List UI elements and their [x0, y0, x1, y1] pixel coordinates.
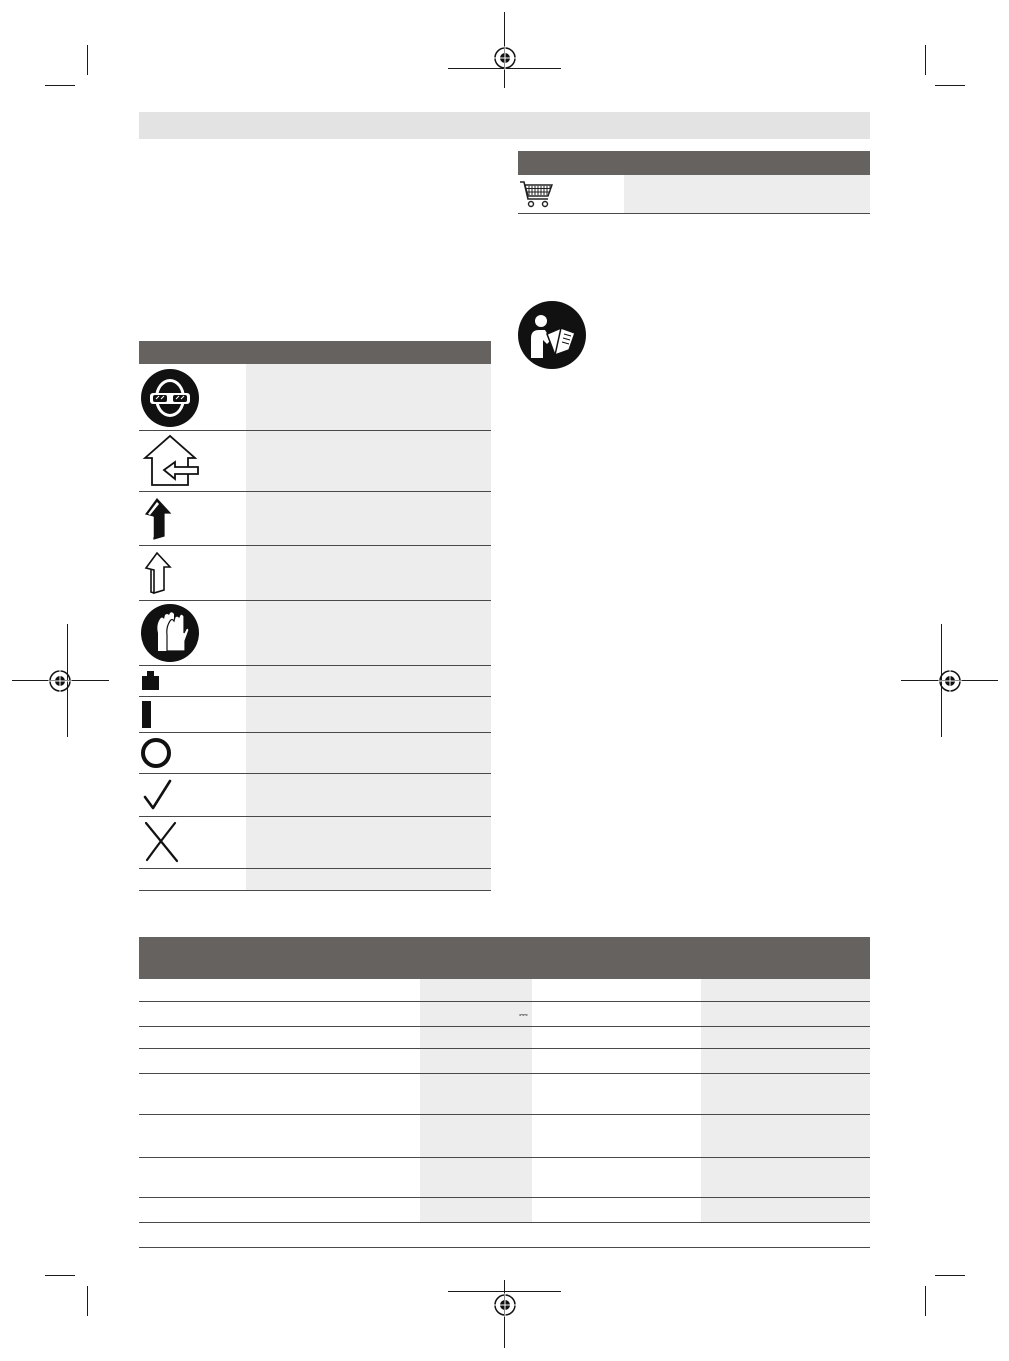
vertical-bar-icon: [140, 700, 154, 730]
table-header: [139, 937, 870, 979]
weight-icon: [140, 670, 162, 692]
indoor-use-house-icon: [142, 434, 202, 488]
checkmark-icon: [142, 778, 174, 812]
up-arrow-outline-icon: [142, 551, 176, 595]
read-manual-icon: [517, 300, 587, 370]
registration-target-icon: [493, 46, 517, 70]
table-column-shaded: [420, 979, 532, 1222]
up-arrow-filled-icon: [142, 497, 176, 541]
safety-goggles-icon: [140, 368, 200, 428]
cross-icon: [142, 820, 182, 864]
table-cell: [624, 175, 870, 213]
table-header: [139, 341, 491, 364]
circle-icon: [140, 737, 174, 771]
registration-target-icon: [493, 1293, 517, 1317]
table-header: [518, 151, 870, 175]
table-column-shaded: [701, 979, 870, 1222]
protective-gloves-icon: [140, 603, 200, 663]
page-header-band: [139, 112, 870, 139]
registration-target-icon: [938, 669, 962, 693]
dc-voltage-symbol: ⎓: [519, 1009, 528, 1021]
shopping-cart-icon: [519, 179, 555, 209]
registration-target-icon: [48, 669, 72, 693]
